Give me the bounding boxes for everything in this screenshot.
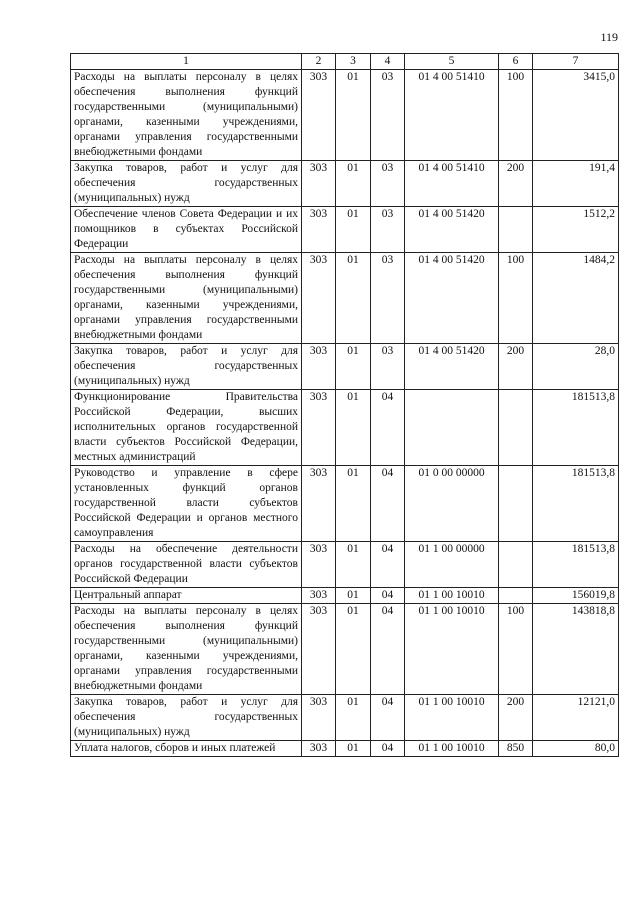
expense-type-code (499, 542, 533, 588)
target-article-code: 01 0 00 00000 (405, 466, 499, 542)
expense-name: Функционирование Правительства Российской Федерации, высших исполнительных органов государственной власти субъектов Российской Федерации, местных администраций (71, 390, 302, 466)
ministry-code: 303 (302, 253, 336, 344)
table-row (71, 253, 619, 344)
subsection-code: 04 (371, 466, 405, 542)
expense-type-code (499, 390, 533, 466)
amount: 12121,0 (533, 695, 619, 741)
expense-type-code (499, 207, 533, 253)
amount: 181513,8 (533, 542, 619, 588)
table-row (71, 161, 619, 207)
subsection-code: 04 (371, 604, 405, 695)
expense-name: Расходы на выплаты персоналу в целях обеспечения выполнения функций государственными (муниципальными) органами, казенными учреждениями, органами управления государственными внебюджетными фондами (71, 253, 302, 344)
expense-type-code: 200 (499, 161, 533, 207)
subsection-code: 03 (371, 253, 405, 344)
amount: 143818,8 (533, 604, 619, 695)
column-header-7: 7 (533, 54, 619, 70)
column-header-3: 3 (336, 54, 371, 70)
subsection-code: 04 (371, 741, 405, 757)
target-article-code: 01 4 00 51410 (405, 161, 499, 207)
target-article-code: 01 4 00 51420 (405, 253, 499, 344)
expense-type-code: 100 (499, 253, 533, 344)
table-row (71, 588, 619, 604)
section-code: 01 (336, 161, 371, 207)
ministry-code: 303 (302, 161, 336, 207)
expense-type-code (499, 466, 533, 542)
ministry-code: 303 (302, 741, 336, 757)
ministry-code: 303 (302, 390, 336, 466)
table-row (71, 207, 619, 253)
section-code: 01 (336, 466, 371, 542)
header-row (71, 54, 619, 70)
ministry-code: 303 (302, 207, 336, 253)
ministry-code: 303 (302, 466, 336, 542)
amount: 80,0 (533, 741, 619, 757)
amount: 181513,8 (533, 466, 619, 542)
expense-name: Уплата налогов, сборов и иных платежей (71, 741, 302, 757)
expense-type-code: 200 (499, 344, 533, 390)
section-code: 01 (336, 588, 371, 604)
amount: 1512,2 (533, 207, 619, 253)
ministry-code: 303 (302, 70, 336, 161)
subsection-code: 03 (371, 70, 405, 161)
subsection-code: 04 (371, 695, 405, 741)
target-article-code: 01 1 00 10010 (405, 741, 499, 757)
section-code: 01 (336, 604, 371, 695)
column-header-2: 2 (302, 54, 336, 70)
expense-name: Центральный аппарат (71, 588, 302, 604)
subsection-code: 03 (371, 161, 405, 207)
column-header-1: 1 (71, 54, 302, 70)
expense-type-code: 100 (499, 604, 533, 695)
table-row (71, 70, 619, 161)
target-article-code: 01 1 00 10010 (405, 604, 499, 695)
target-article-code: 01 4 00 51410 (405, 70, 499, 161)
subsection-code: 03 (371, 207, 405, 253)
table-row (71, 344, 619, 390)
expense-name: Закупка товаров, работ и услуг для обеспечения государственных (муниципальных) нужд (71, 344, 302, 390)
subsection-code: 04 (371, 542, 405, 588)
table-row (71, 741, 619, 757)
section-code: 01 (336, 207, 371, 253)
expense-name: Расходы на выплаты персоналу в целях обеспечения выполнения функций государственными (муниципальными) органами, казенными учреждениями, органами управления государственными внебюджетными фондами (71, 604, 302, 695)
ministry-code: 303 (302, 542, 336, 588)
expense-name: Закупка товаров, работ и услуг для обеспечения государственных (муниципальных) нужд (71, 695, 302, 741)
section-code: 01 (336, 253, 371, 344)
ministry-code: 303 (302, 588, 336, 604)
column-header-5: 5 (405, 54, 499, 70)
table-row (71, 542, 619, 588)
section-code: 01 (336, 344, 371, 390)
table-row (71, 466, 619, 542)
expense-name: Руководство и управление в сфере установленных функций органов государственной власти субъектов Российской Федерации и органов местного самоуправления (71, 466, 302, 542)
section-code: 01 (336, 542, 371, 588)
target-article-code (405, 390, 499, 466)
table-header (71, 54, 619, 70)
table-body (71, 70, 619, 757)
expense-name: Расходы на выплаты персоналу в целях обеспечения выполнения функций государственными (муниципальными) органами, казенными учреждениями, органами управления государственными внебюджетными фондами (71, 70, 302, 161)
ministry-code: 303 (302, 604, 336, 695)
expense-type-code (499, 588, 533, 604)
amount: 3415,0 (533, 70, 619, 161)
expense-type-code: 200 (499, 695, 533, 741)
subsection-code: 03 (371, 344, 405, 390)
expense-type-code: 850 (499, 741, 533, 757)
amount: 156019,8 (533, 588, 619, 604)
target-article-code: 01 4 00 51420 (405, 344, 499, 390)
target-article-code: 01 4 00 51420 (405, 207, 499, 253)
subsection-code: 04 (371, 390, 405, 466)
column-header-6: 6 (499, 54, 533, 70)
page-number: 119 (600, 30, 618, 44)
expense-type-code: 100 (499, 70, 533, 161)
expense-name: Расходы на обеспечение деятельности органов государственной власти субъектов Российской Федерации (71, 542, 302, 588)
amount: 1484,2 (533, 253, 619, 344)
target-article-code: 01 1 00 10010 (405, 588, 499, 604)
table-row (71, 390, 619, 466)
ministry-code: 303 (302, 344, 336, 390)
section-code: 01 (336, 741, 371, 757)
budget-table (70, 53, 619, 757)
amount: 181513,8 (533, 390, 619, 466)
column-header-4: 4 (371, 54, 405, 70)
ministry-code: 303 (302, 695, 336, 741)
amount: 28,0 (533, 344, 619, 390)
expense-name: Закупка товаров, работ и услуг для обеспечения государственных (муниципальных) нужд (71, 161, 302, 207)
target-article-code: 01 1 00 00000 (405, 542, 499, 588)
amount: 191,4 (533, 161, 619, 207)
section-code: 01 (336, 695, 371, 741)
target-article-code: 01 1 00 10010 (405, 695, 499, 741)
table-row (71, 604, 619, 695)
section-code: 01 (336, 70, 371, 161)
subsection-code: 04 (371, 588, 405, 604)
table-row (71, 695, 619, 741)
expense-name: Обеспечение членов Совета Федерации и их помощников в субъектах Российской Федерации (71, 207, 302, 253)
section-code: 01 (336, 390, 371, 466)
